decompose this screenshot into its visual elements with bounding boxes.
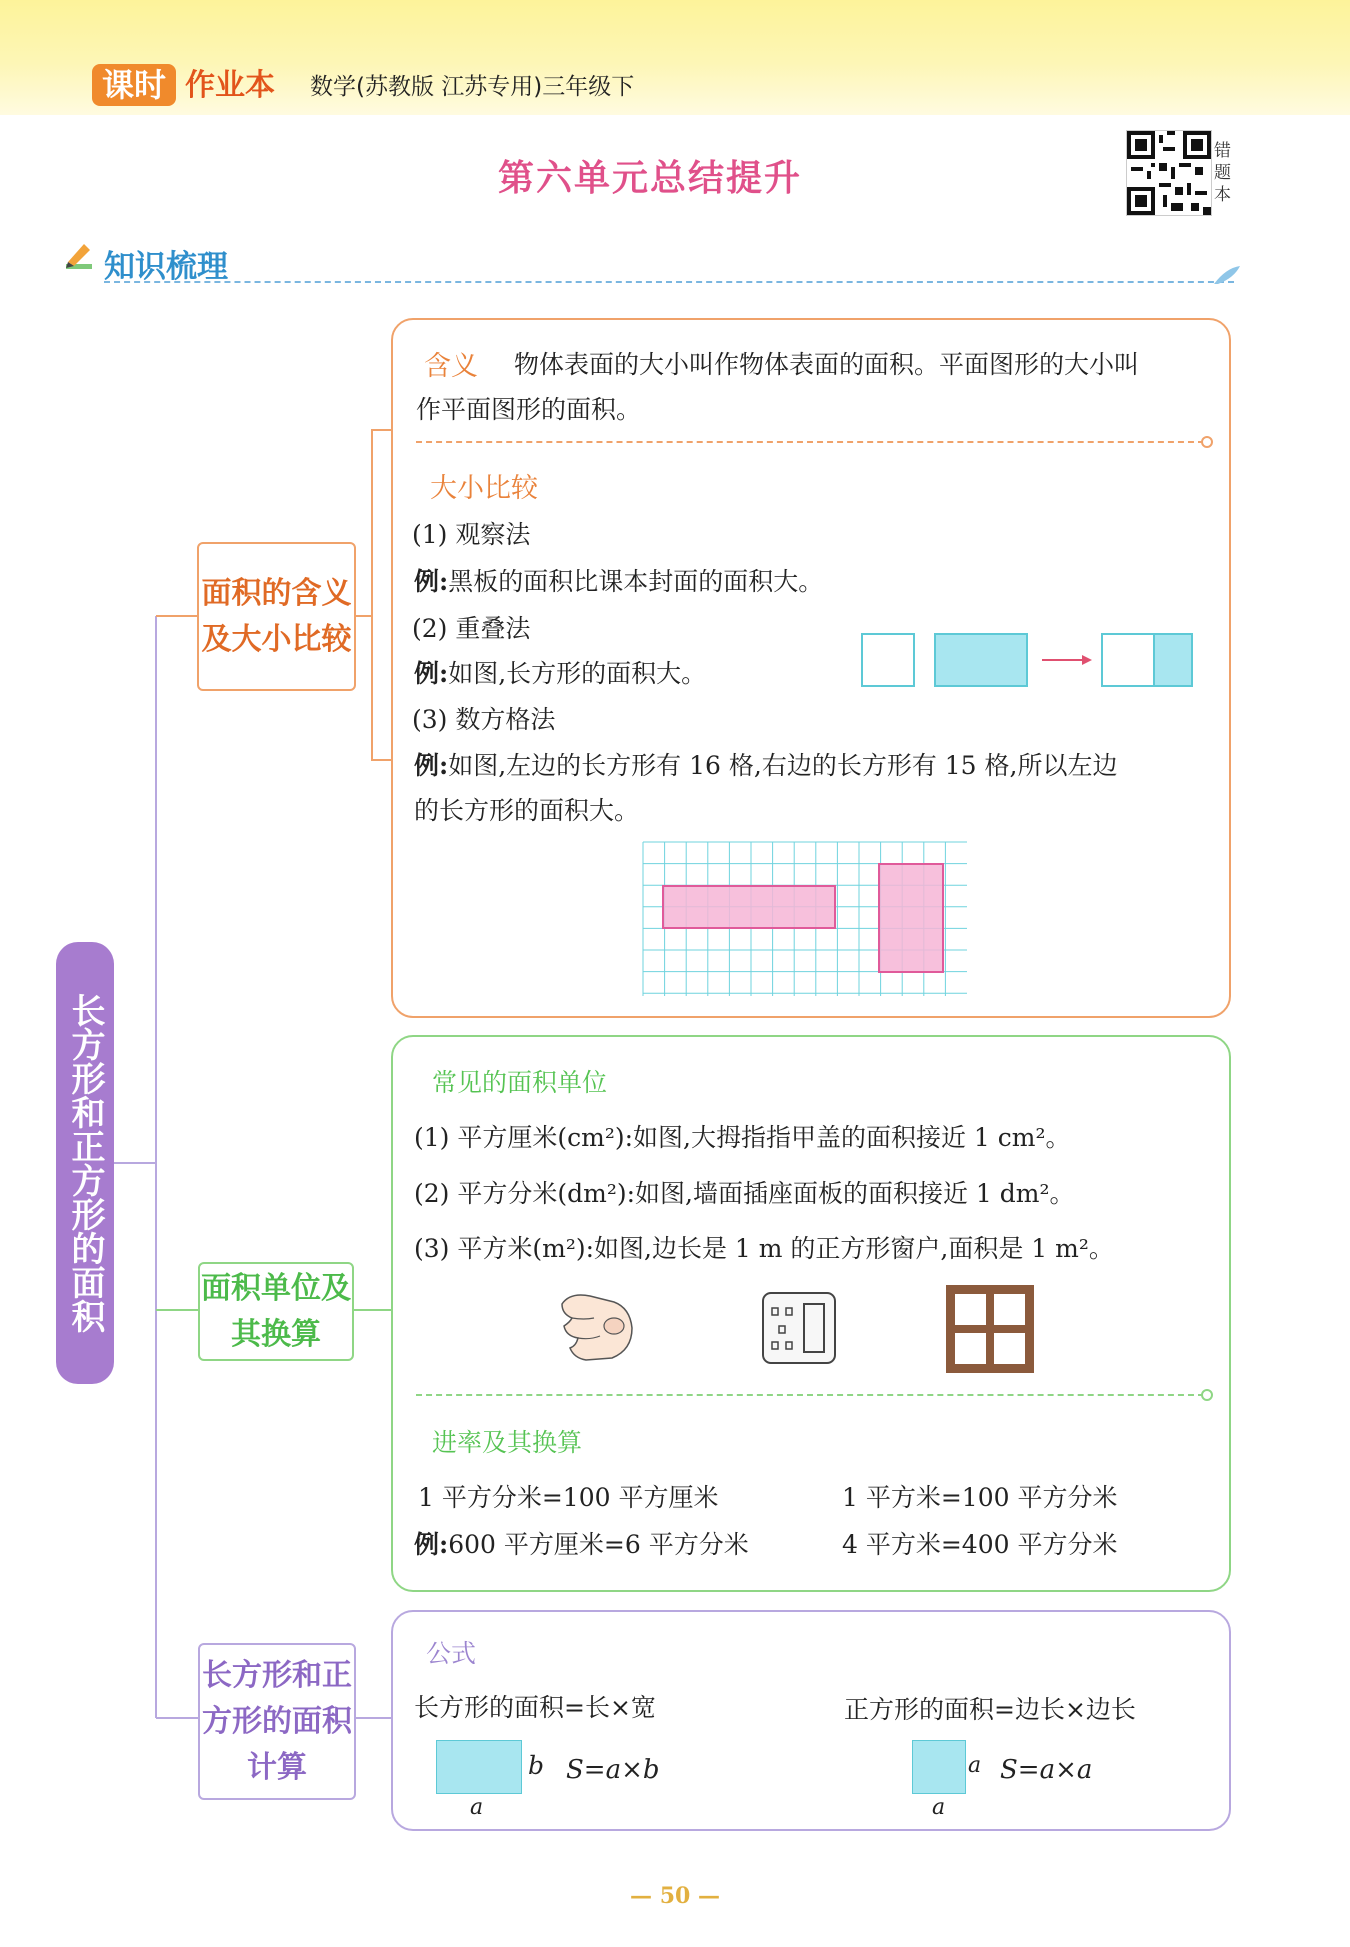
window-icon	[944, 1283, 1036, 1375]
square-diagram	[912, 1740, 966, 1794]
meaning-line1: 物体表面的大小叫作物体表面的面积。平面图形的大小叫	[514, 350, 1140, 379]
example-prefix: 例:	[414, 1530, 449, 1559]
square-shape	[862, 634, 914, 686]
method-observe: (1) 观察法	[412, 520, 531, 549]
page-number: — 50 —	[630, 1883, 720, 1909]
example-overlap	[414, 656, 706, 692]
example-prefix: 例:	[414, 567, 449, 596]
example-observe	[414, 564, 823, 600]
example-text: 600 平方厘米=6 平方分米	[448, 1530, 749, 1559]
grid-figure	[641, 840, 969, 998]
rect-side-a: a	[470, 1795, 484, 1820]
example-text: 如图,长方形的面积大。	[448, 659, 707, 688]
square-side-right: a	[968, 1753, 982, 1778]
rate-dm2-cm2: 1 平方分米=100 平方厘米	[418, 1483, 719, 1512]
logo-zuoyeben: 作业本	[185, 68, 275, 103]
socket-icon	[760, 1290, 838, 1366]
rect-side-b: b	[528, 1751, 545, 1780]
thumb-icon	[556, 1288, 636, 1364]
branch-area-calc: 长方形和正方形的面积计算	[198, 1643, 356, 1800]
example-prefix: 例:	[414, 659, 449, 688]
rect-diagram	[436, 1740, 522, 1794]
square-area-formula: 正方形的面积=边长×边长	[844, 1695, 1136, 1724]
overlap-figure	[860, 630, 1196, 690]
rect-expression: S=a×b	[566, 1755, 660, 1785]
tag-formula: 公式	[426, 1639, 477, 1668]
divider-dashed	[416, 1394, 1204, 1396]
rate-m2-dm2: 1 平方米=100 平方分米	[842, 1483, 1118, 1512]
tag-compare: 大小比较	[430, 473, 538, 504]
tag-units: 常见的面积单位	[432, 1068, 608, 1097]
square-expression: S=a×a	[1000, 1755, 1093, 1785]
rate-example-1	[414, 1527, 749, 1563]
branch-area-meaning: 面积的含义及大小比较	[197, 542, 356, 691]
grid-rect-right	[879, 864, 943, 972]
example-prefix: 例:	[414, 751, 449, 780]
arrow-right-icon	[1042, 655, 1092, 665]
tag-rates: 进率及其换算	[432, 1428, 583, 1457]
rect-area-formula: 长方形的面积=长×宽	[414, 1693, 656, 1722]
book-subject: 数学(苏教版 江苏专用)三年级下	[310, 74, 635, 100]
overlap-result-square	[1102, 634, 1154, 686]
method-overlap: (2) 重叠法	[412, 614, 531, 643]
method-grid: (3) 数方格法	[412, 705, 556, 734]
unit-dm2: (2) 平方分米(dm²):如图,墙面插座面板的面积接近 1 dm²。	[414, 1179, 1075, 1208]
grid-rect-left	[663, 886, 835, 928]
qr-label: 错题本	[1214, 141, 1231, 205]
unit-m2: (3) 平方米(m²):如图,边长是 1 m 的正方形窗户,面积是 1 m²。	[414, 1234, 1114, 1263]
example-text: 黑板的面积比课本封面的面积大。	[448, 567, 824, 596]
example-grid-line2: 的长方形的面积大。	[414, 796, 640, 825]
square-side-bottom: a	[932, 1795, 946, 1820]
logo-keshi: 课时	[92, 64, 176, 106]
divider-dot	[1201, 436, 1213, 448]
example-grid-line1	[414, 748, 1118, 784]
tag-meaning: 含义	[424, 351, 478, 382]
rate-example-2: 4 平方米=400 平方分米	[842, 1530, 1118, 1559]
unit-title: 第六单元总结提升	[497, 158, 802, 199]
page-number-value: 50	[659, 1883, 691, 1909]
section-label: 知识梳理	[104, 249, 228, 285]
divider-dashed	[416, 441, 1204, 443]
unit-cm2: (1) 平方厘米(cm²):如图,大拇指指甲盖的面积接近 1 cm²。	[414, 1123, 1071, 1152]
example-text: 如图,左边的长方形有 16 格,右边的长方形有 15 格,所以左边	[448, 751, 1118, 780]
divider-dot	[1201, 1389, 1213, 1401]
rectangle-shape	[935, 634, 1027, 686]
branch-area-units: 面积单位及其换算	[198, 1262, 354, 1361]
meaning-line2: 作平面图形的面积。	[416, 395, 642, 424]
root-topic: 长方形和正方形的面积	[56, 942, 114, 1384]
